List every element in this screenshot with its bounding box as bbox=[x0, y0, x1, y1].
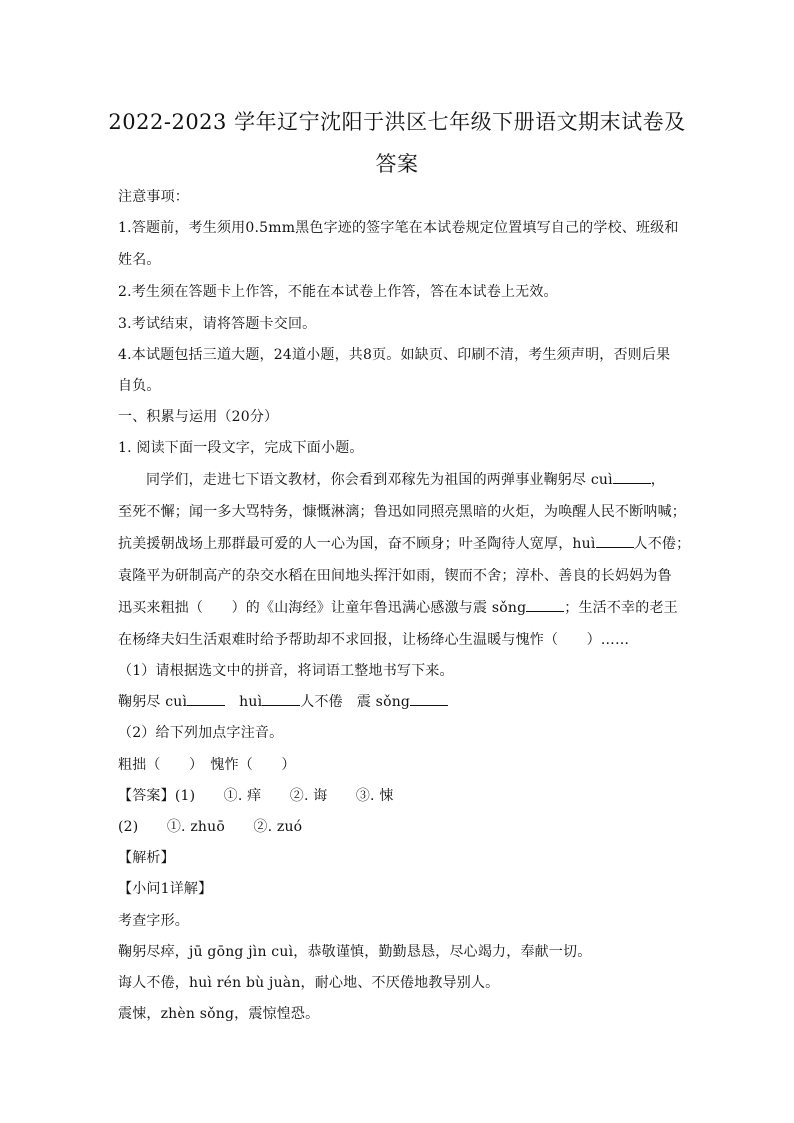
fill-text: 人不倦 bbox=[300, 694, 343, 710]
passage-line-3 bbox=[118, 533, 690, 553]
passage-line-4: 袁隆平为研制高产的杂交水稻在田间地头挥汗如雨，锲而不舍；淳朴、善良的长妈妈为鲁 bbox=[118, 568, 672, 584]
fill-text: huì bbox=[239, 694, 263, 710]
analysis-label: 【解析】 bbox=[118, 850, 175, 866]
answer-blank bbox=[262, 693, 300, 706]
passage-text: 抗美援朝战场上那群最可爱的人一心为国，奋不顾身；叶圣陶待人宽厚，huì bbox=[118, 536, 596, 552]
fill-text: 鞠躬尽 cuì bbox=[118, 694, 188, 710]
passage-text: 迅买来粗拙（ ）的《山海经》让童年鲁迅满心感激与震 sǒng bbox=[118, 600, 527, 616]
answer-label: 【答案】 bbox=[118, 788, 175, 804]
passage-line-1 bbox=[146, 469, 665, 489]
detail-label: 【小问1详解】 bbox=[118, 881, 213, 897]
note-3: 3.考试结束，请将答题卡交回。 bbox=[118, 316, 317, 332]
answer-line-1 bbox=[118, 785, 394, 805]
passage-text: ， bbox=[650, 472, 665, 488]
note-4-line2: 自负。 bbox=[118, 378, 161, 394]
explanation-3: 震悚，zhèn sǒng，震惊惶恐。 bbox=[118, 1006, 320, 1022]
fill-in-line-1 bbox=[118, 691, 448, 711]
passage-text: ；生活不幸的老王 bbox=[564, 600, 678, 616]
question-1: 1. 阅读下面一段文字，完成下面小题。 bbox=[118, 440, 364, 456]
answer-blank bbox=[187, 693, 225, 706]
passage-text: 人不倦； bbox=[633, 536, 691, 552]
note-2: 2.考生须在答题卡上作答，不能在本试卷上作答，答在本试卷上无效。 bbox=[118, 284, 558, 300]
subquestion-2: （2）给下列加点字注音。 bbox=[118, 725, 284, 741]
notes-heading: 注意事项： bbox=[118, 189, 189, 205]
passage-line-2: 至死不懈；闻一多大骂特务，慷慨淋漓；鲁迅如同照亮黑暗的火炬，为唤醒人民不断呐喊； bbox=[118, 504, 686, 520]
answer-blank bbox=[410, 693, 448, 706]
explanation-intro: 考查字形。 bbox=[118, 913, 189, 929]
answer-text: (1) ①. 痒 ②. 诲 ③. 悚 bbox=[174, 788, 394, 804]
section-heading: 一、积累与运用（20分） bbox=[118, 409, 279, 425]
passage-line-6: 在杨绛夫妇生活艰难时给予帮助却不求回报，让杨绛心生温暖与愧怍（ ）…… bbox=[118, 632, 630, 648]
document-title-line1: 2022-2023 学年辽宁沈阳于洪区七年级下册语文期末试卷及 bbox=[108, 110, 686, 134]
answer-blank bbox=[526, 599, 564, 612]
note-1-line2: 姓名。 bbox=[118, 252, 161, 268]
answer-blank bbox=[613, 471, 651, 484]
passage-line-5 bbox=[118, 597, 678, 617]
explanation-1: 鞠躬尽瘁，jū gōng jìn cuì，恭敬谨慎，勤勤恳恳，尽心竭力，奉献一切。 bbox=[118, 944, 592, 960]
passage-text: 同学们，走进七下语文教材，你会看到邓稼先为祖国的两弹事业鞠躬尽 cuì bbox=[146, 472, 613, 488]
answer-blank bbox=[596, 535, 634, 548]
note-1-line1: 1.答题前，考生须用0.5mm黑色字迹的签字笔在本试卷规定位置填写自己的学校、班级和 bbox=[118, 220, 679, 236]
subquestion-1: （1）请根据选文中的拼音，将词语工整地书写下来。 bbox=[118, 663, 454, 679]
fill-text: 震 sǒng bbox=[356, 694, 411, 710]
note-4-line1: 4.本试题包括三道大题，24道小题，共8页。如缺页、印刷不清，考生须声明，否则后果 bbox=[118, 347, 671, 363]
fill-in-line-2: 粗拙（ ） 愧怍（ ） bbox=[118, 757, 296, 773]
explanation-2: 诲人不倦，huì rén bù juàn，耐心地、不厌倦地教导别人。 bbox=[118, 975, 500, 991]
document-title-line2: 答案 bbox=[375, 152, 419, 176]
answer-line-2: (2) ①. zhuō ②. zuó bbox=[118, 819, 303, 835]
